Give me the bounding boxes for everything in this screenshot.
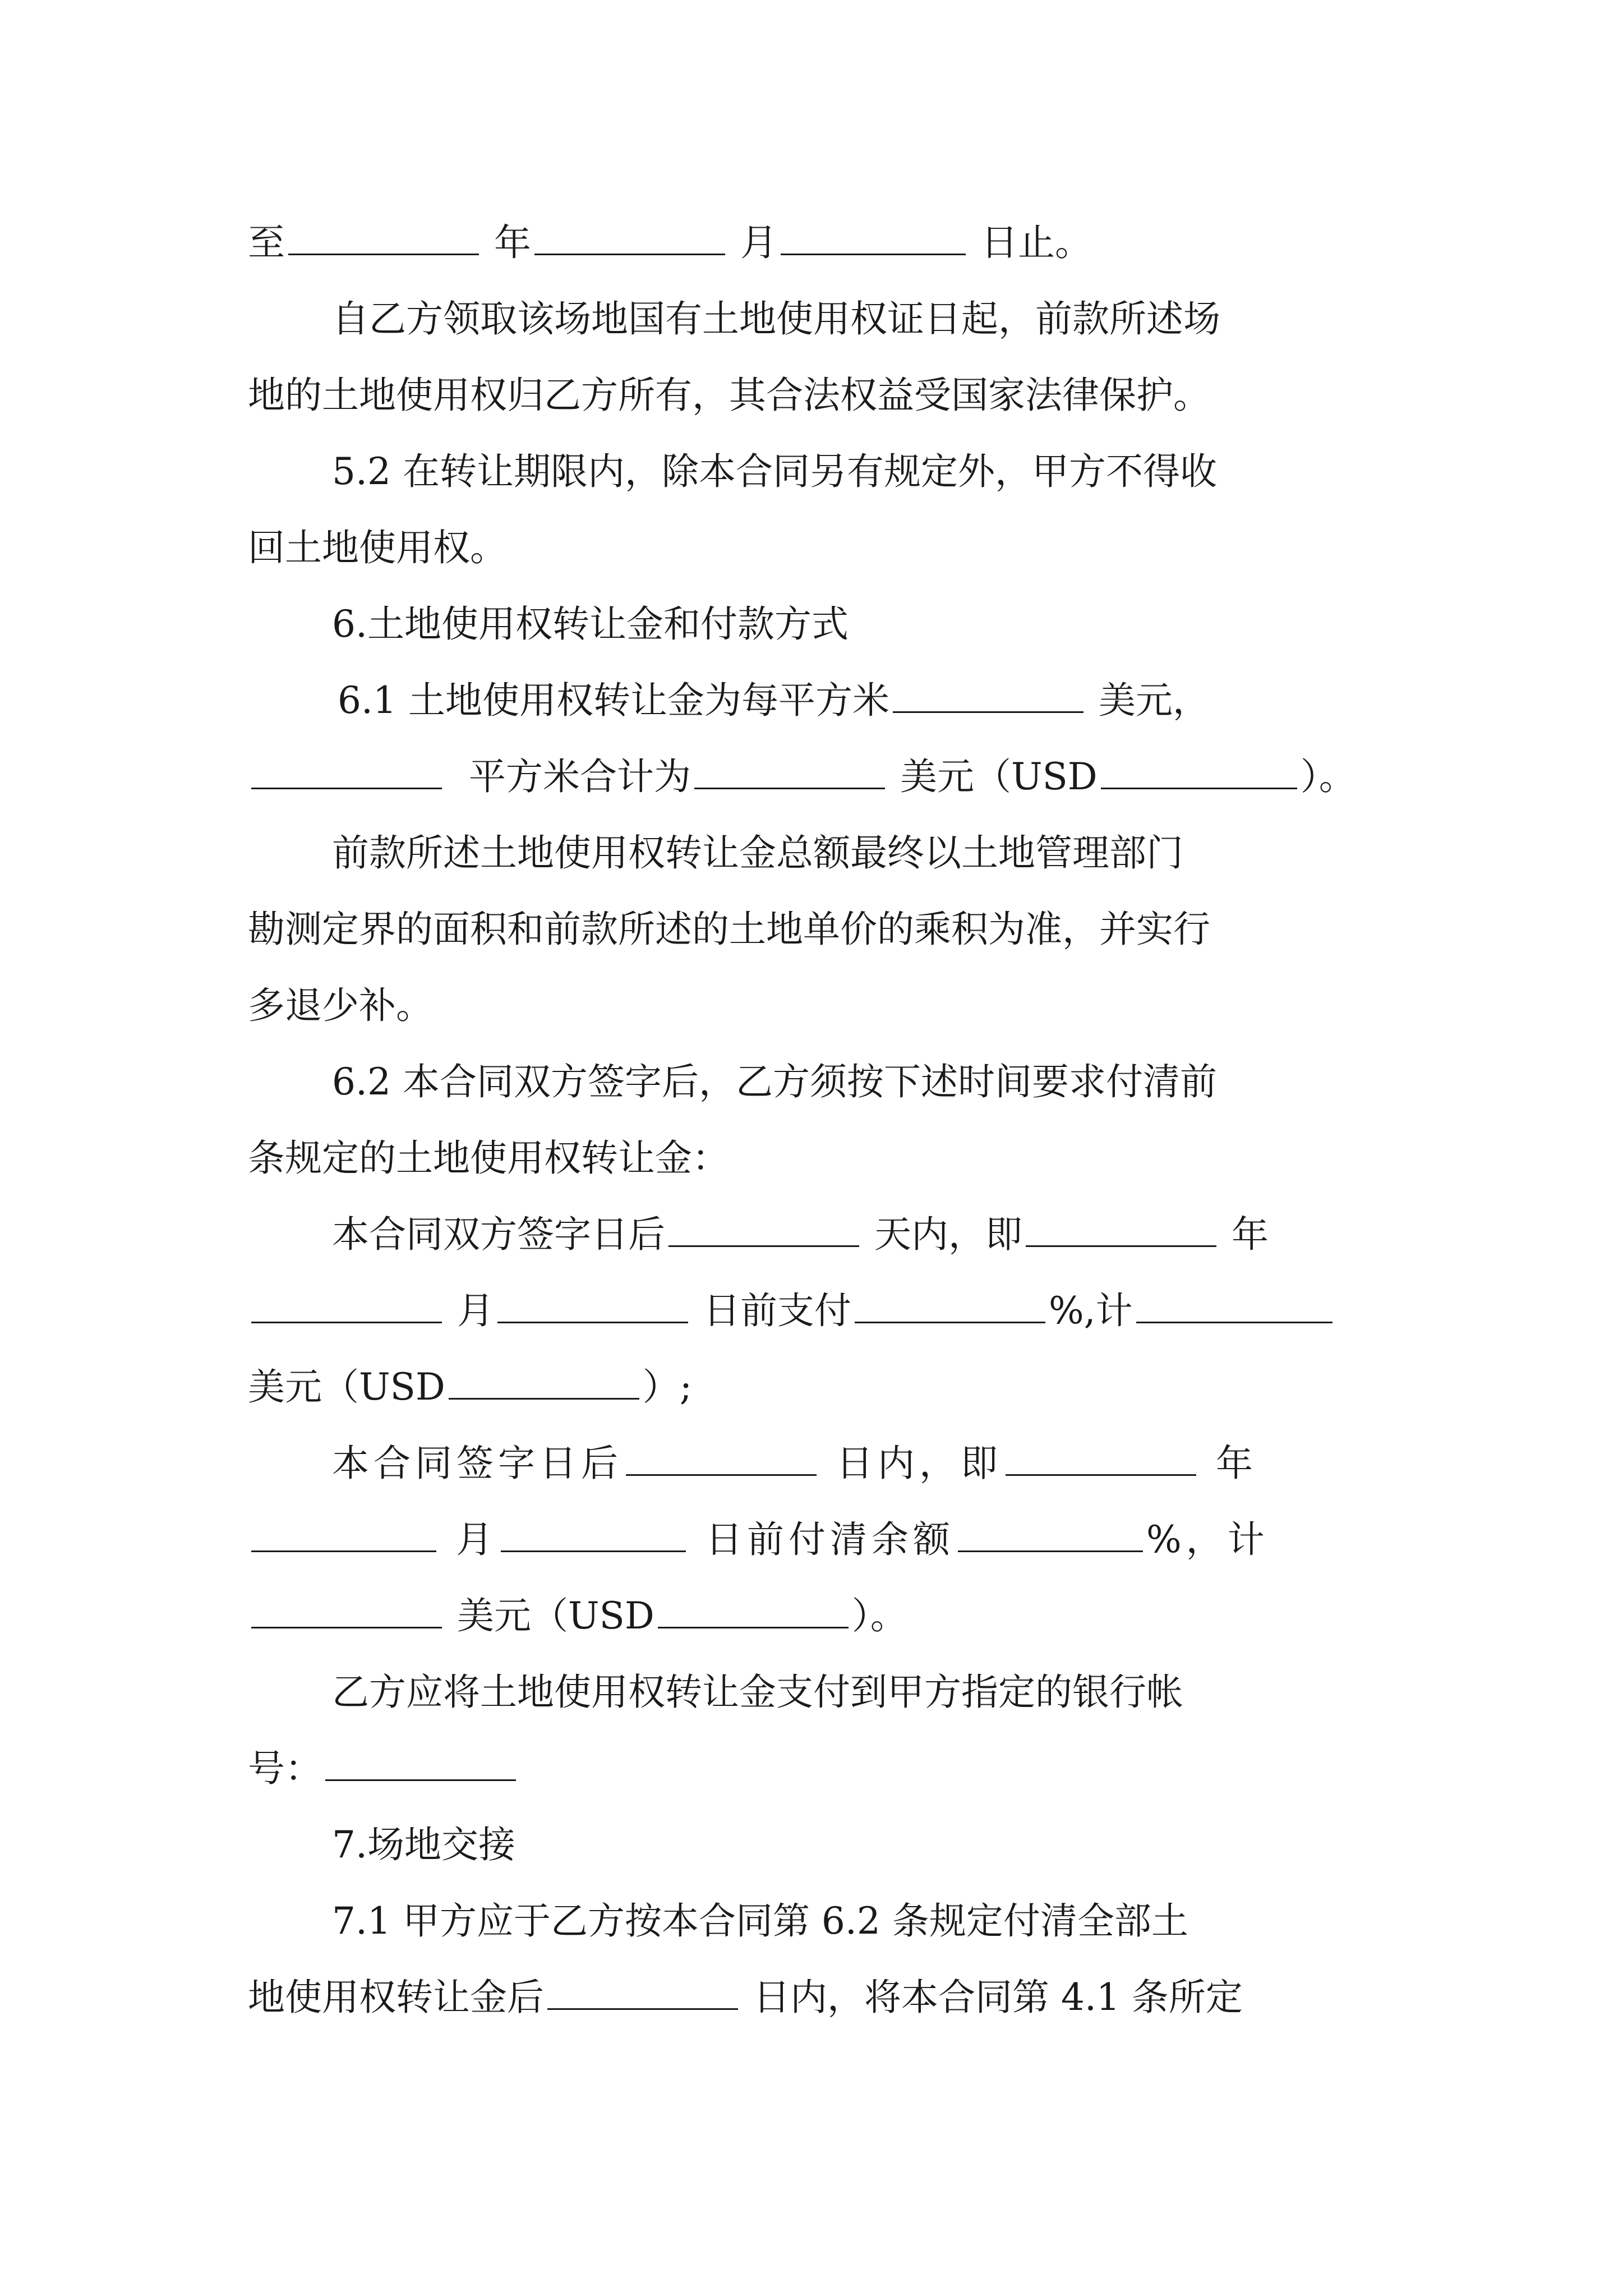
first-month-blank[interactable] <box>251 1287 442 1323</box>
final-payment-line: 美元（USD ）。 <box>248 1585 1392 1647</box>
first-amount-blank[interactable] <box>1136 1287 1332 1323</box>
final-payment-line: 月 日前付清余额 %，计 <box>248 1509 1392 1571</box>
clause-5-2-line: 5.2 在转让期限内，除本合同另有规定外，甲方不得收 <box>332 450 1217 493</box>
final-amount-blank[interactable] <box>251 1592 442 1628</box>
first-percent-blank[interactable] <box>855 1287 1045 1323</box>
final-usd-blank[interactable] <box>658 1592 849 1628</box>
first-payment-line: 本合同双方签字日后 天内，即 年 <box>248 1204 1476 1266</box>
clause-7-1-line: 地使用权转让金后 日内，将本合同第 4.1 条所定 <box>248 1967 1392 2028</box>
paragraph-line: 勘测定界的面积和前款所述的土地单价的乘积为准，并实行 <box>248 908 1210 951</box>
final-payment-line: 本合同签字日后 日内，即 年 <box>248 1433 1476 1494</box>
first-payment-line: 美元（USD ）; <box>248 1356 1392 1418</box>
area-blank[interactable] <box>251 753 442 789</box>
total-amount-blank[interactable] <box>694 753 885 789</box>
paragraph-line: 前款所述土地使用权转让金总额最终以土地管理部门 <box>332 831 1183 875</box>
paragraph-line: 多退少补。 <box>248 984 433 1027</box>
first-days-blank[interactable] <box>668 1211 859 1247</box>
total-usd-blank[interactable] <box>1101 753 1297 789</box>
section-heading-7: 7.场地交接 <box>332 1823 515 1866</box>
handover-days-blank[interactable] <box>547 1973 738 2010</box>
term-end-date-line: 至 年 月 日止。 <box>248 212 1392 274</box>
end-year-blank[interactable] <box>288 219 479 255</box>
first-usd-blank[interactable] <box>449 1363 639 1400</box>
paragraph-line: 条规定的土地使用权转让金： <box>248 1137 729 1180</box>
first-day-blank[interactable] <box>497 1287 688 1323</box>
bank-account-line: 号： <box>248 1738 1392 1800</box>
final-days-blank[interactable] <box>626 1439 817 1476</box>
final-day-blank[interactable] <box>501 1516 686 1552</box>
final-percent-blank[interactable] <box>958 1516 1143 1552</box>
first-payment-line: 月 日前支付 %,计 <box>248 1280 1392 1342</box>
clause-6-2-line: 6.2 本合同双方签字后，乙方须按下述时间要求付清前 <box>332 1060 1217 1103</box>
paragraph-line: 乙方应将土地使用权转让金支付到甲方指定的银行帐 <box>332 1671 1183 1714</box>
clause-6-1-line: 6.1 土地使用权转让金为每平方米 美元， <box>248 670 1482 731</box>
total-amount-line: 平方米合计为 美元（USD ）。 <box>248 746 1392 808</box>
clause-7-1-line: 7.1 甲方应于乙方按本合同第 6.2 条规定付清全部土 <box>332 1899 1188 1943</box>
end-day-blank[interactable] <box>781 219 966 255</box>
section-heading-6: 6.土地使用权转让金和付款方式 <box>332 602 849 646</box>
paragraph-line: 回土地使用权。 <box>248 526 507 569</box>
final-year-blank[interactable] <box>1006 1439 1196 1476</box>
final-month-blank[interactable] <box>251 1516 436 1552</box>
bank-account-blank[interactable] <box>325 1745 516 1781</box>
end-month-blank[interactable] <box>534 219 725 255</box>
paragraph-line: 地的土地使用权归乙方所有，其合法权益受国家法律保护。 <box>248 374 1210 417</box>
unit-price-blank[interactable] <box>893 677 1083 713</box>
first-year-blank[interactable] <box>1026 1211 1216 1247</box>
paragraph-line: 自乙方领取该场地国有土地使用权证日起，前款所述场 <box>332 297 1220 341</box>
